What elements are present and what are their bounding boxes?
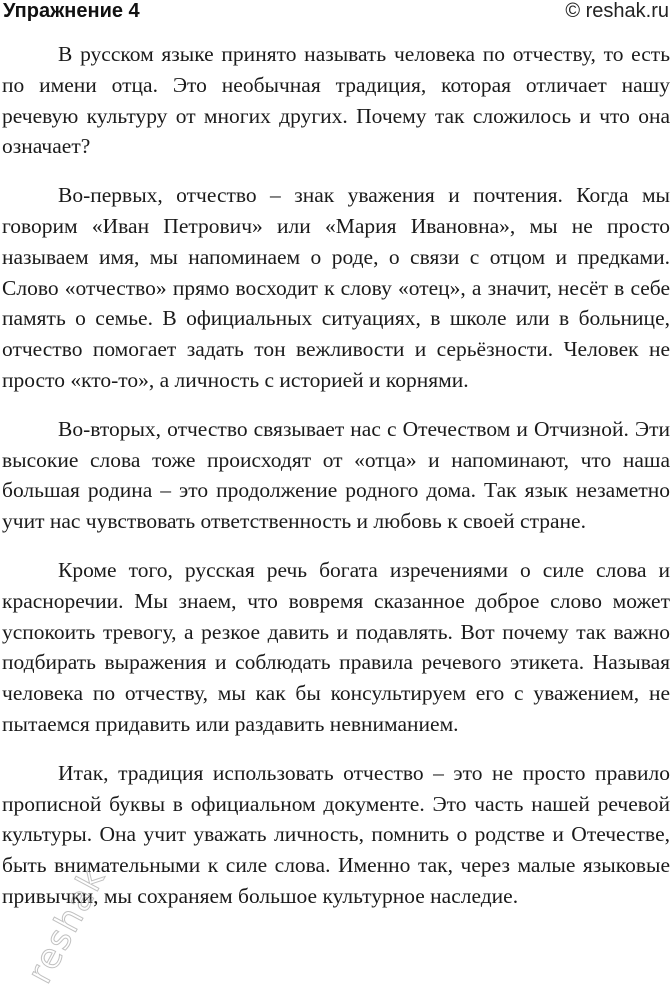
paragraph-1: В русском языке принято называть человека по отчеству, то есть по имени отца. Это необычная традиция, которая отличает нашу речевую культуру от многих других. Почему так сложилось и что она означает? [2,42,670,159]
paragraph-4: Кроме того, русская речь богата изречениями о силе слова и красноречии. Мы знаем, что вовремя сказанное доброе слово может успокоить тревогу, а резкое давить и подавлять. Вот почему так важно подбирать выражения и соблюдать правила речевого этикета. Называя человека по отчеству, мы как бы консультируем его с уважением, не пытаемся придавить или раздавить невниманием. [2,557,670,736]
paragraph-3: Во-вторых, отчество связывает нас с Отечеством и Отчизной. Эти высокие слова тоже происходят от «отца» и напоминают, что наша большая родина – это продолжение родного дома. Так язык незаметно учит нас чувствовать ответственность и любовь к своей стране. [2,416,670,534]
exercise-title: Упражнение 4 [3,0,140,22]
paragraph-2: Во-первых, отчество – знак уважения и почтения. Когда мы говорим «Иван Петрович» или «Мария Ивановна», мы не просто называем имя, мы напоминаем о роде, о связи с отцом и предками. Слово «отчество» прямо восходит к слову «отец», а значит, несёт в себе память о семье. В официальных ситуациях, в школе или в больнице, отчество помогает задать тон вежливости и серьёзности. Человек не просто «кто-то», а личность с историей и корнями. [2,183,670,392]
page-header [0,0,672,24]
watermark-text: reshak [19,860,115,990]
exercise-text [2,39,670,930]
source-credit: © reshak.ru [565,0,669,22]
paragraph-5: Итак, традиция использовать отчество – это не просто правило прописной буквы в официальном документе. Это часть нашей речевой культуры. Она учит уважать личность, помнить о родстве и Отечестве, быть внимательными к силе слова. Именно так, через малые языковые привычки, мы сохраняем большое культурное наследие. [2,760,670,908]
